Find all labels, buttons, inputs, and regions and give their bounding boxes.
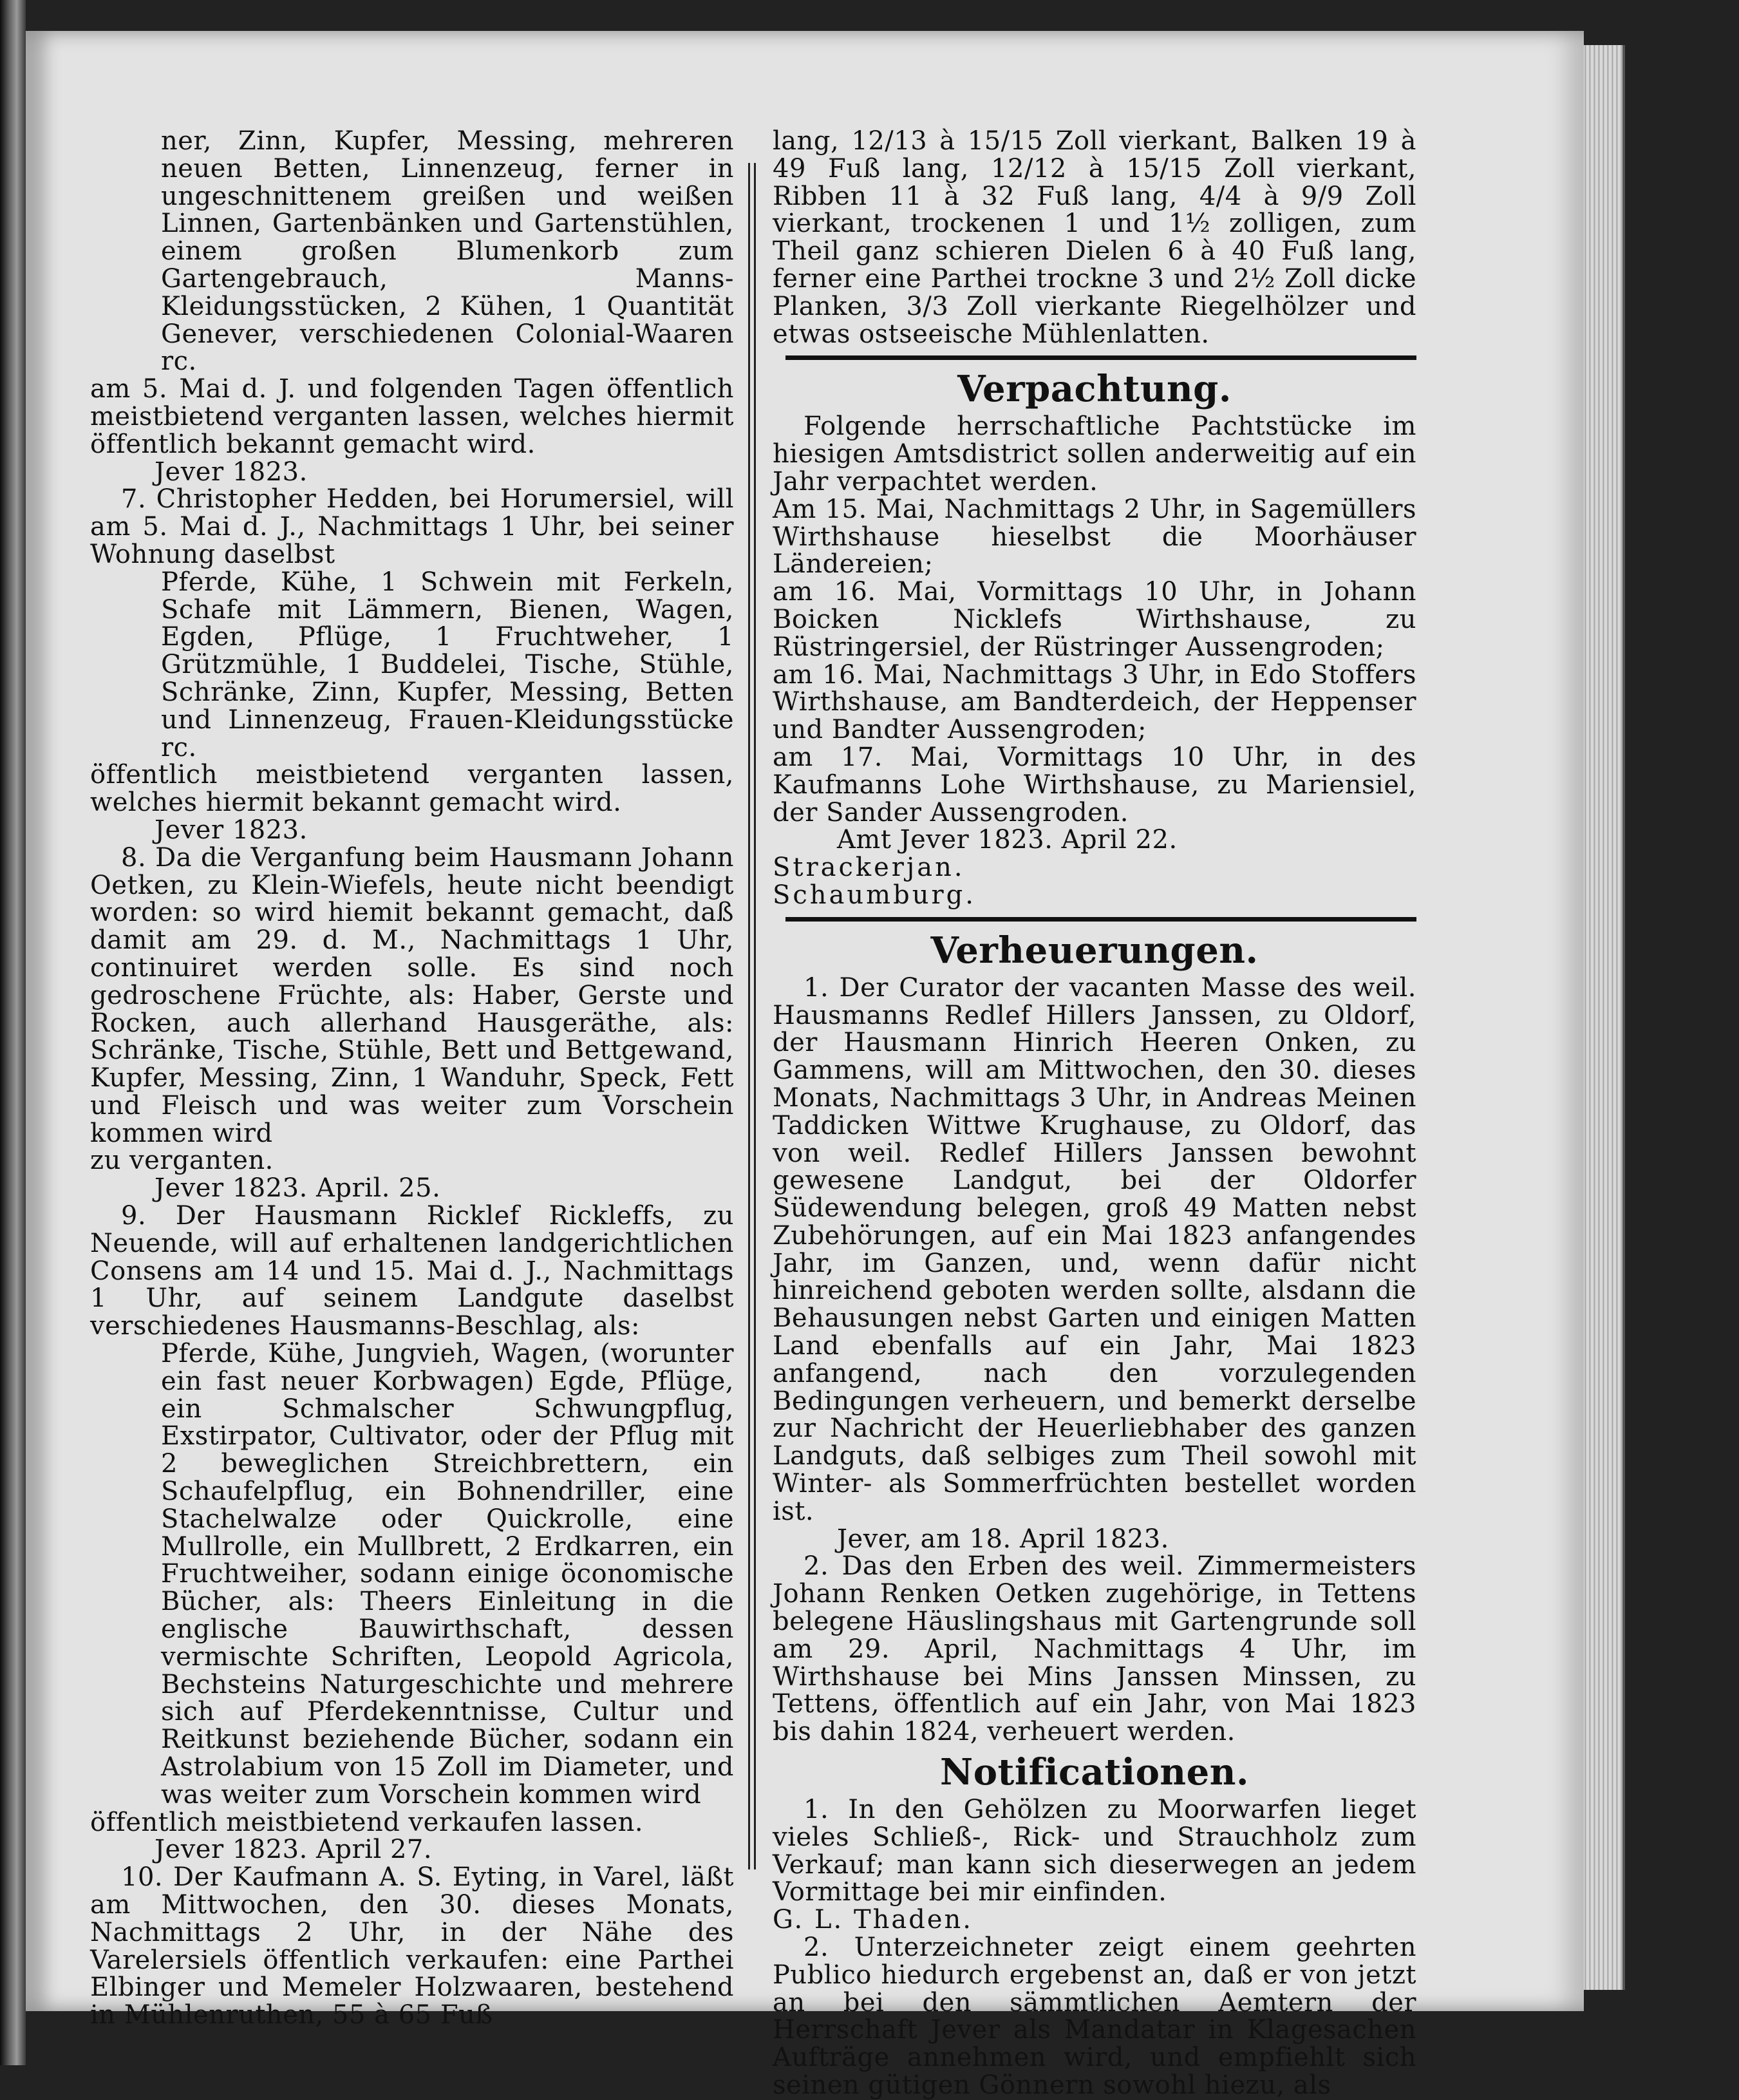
notice-10-continued: lang, 12/13 à 15/15 Zoll vierkant, Balken 19 à 49 Fuß lang, 12/12 à 15/15 Zoll vierkant, Ribben 11 à 32 Fuß lang, 4/4 à 9/9 Zoll vierkant, trockenen 1 und 1½ zolligen, zum Theil ganz schieren Dielen 6 à 40 Fuß lang, ferner eine Parthei trockne 3 und 2½ Zoll dicke Planken, 3/3 Zoll vierkante Riegelhölzer und etwas ostseeische Mühlenlatten. <box>773 126 1416 349</box>
notice-text: öffentlich meistbietend verkaufen lassen. <box>90 1807 644 1837</box>
notice-text: am 5. Mai d. J. und folgenden Tagen öffentlich meistbietend verganten lassen, welches hiermit öffentlich bekannt gemacht wird. <box>90 374 734 459</box>
section-rule <box>785 355 1416 360</box>
place-date: Jever 1823. <box>155 815 308 845</box>
place-date: Jever 1823. April 27. <box>155 1835 433 1865</box>
item-list: Pferde, Kühe, 1 Schwein mit Ferkeln, Schafe mit Lämmern, Bienen, Wagen, Egden, Pflüge, 1 Fruchtweher, 1 Grützmühle, 1 Buddelei, Tische, Stühle, Schränke, Zinn, Kupfer, Messing, Betten und Linnenzeug, Frauen-Kleidungsstücke rc. <box>161 567 734 762</box>
right-column <box>773 126 1416 2100</box>
notice-9: 9. Der Hausmann Ricklef Rickleffs, zu Neuende, will auf erhaltenen landgerichtlichen Consens am 14 und 15. Mai d. J., Nachmittags 1 Uhr, auf seinem Landgute daselbst verschiedenes Hausmanns-Beschlag, als: <box>90 1201 734 1341</box>
notice-2: 2. Das den Erben des weil. Zimmermeisters Johann Renken Oetken zugehörige, in Tettens belegene Häuslingshaus mit Gartengrunde soll am 29. April, Nachmittags 4 Uhr, im Wirthshause bei Mins Janssen Minssen, zu Tettens, öffentlich auf ein Jahr, von Mai 1823 bis dahin 1824, verheuert werden. <box>773 1551 1416 1747</box>
previous-page-edge <box>0 0 26 2065</box>
signature: Schaumburg. <box>773 880 976 910</box>
lease-entry: am 16. Mai, Vormittags 10 Uhr, in Johann Boicken Nicklefs Wirthshause, zu Rüstringersiel, der Rüstringer Aussengroden; <box>773 577 1416 662</box>
section-heading-notificationen: Notificationen. <box>940 1751 1249 1794</box>
lease-entry: am 17. Mai, Vormittags 10 Uhr, in des Kaufmanns Lohe Wirthshause, zu Mariensiel, der Sander Aussengroden. <box>773 742 1416 828</box>
notice-text: öffentlich meistbietend verganten lassen, welches hiermit bekannt gemacht wird. <box>90 760 734 818</box>
lease-entry: Am 15. Mai, Nachmittags 2 Uhr, in Sagemüllers Wirthshause hieselbst die Moorhäuser Ländereien; <box>773 494 1416 580</box>
place-date: Jever 1823. April. 25. <box>155 1173 441 1204</box>
notice-text: zu verganten. <box>90 1146 274 1176</box>
signature: G. L. Thaden. <box>773 1905 973 1935</box>
notification-2: 2. Unterzeichneter zeigt einem geehrten Publico hiedurch ergebenst an, daß er von jetzt an bei den sämmtlichen Aemtern der Herrschaft Jever als Mandatar in Klagesachen Aufträge annehmen wird, und empfiehlt sich seinen gütigen Gönnern sowohl hiezu, als <box>773 1933 1416 2100</box>
section-rule <box>785 917 1416 922</box>
item-list: Pferde, Kühe, Jungvieh, Wagen, (worunter ein fast neuer Korbwagen) Egde, Pflüge, ein Schmalscher Schwungpflug, Exstirpator, Cultivator, oder der Pflug mit 2 beweglichen Streichbrettern, ein Schaufelpflug, ein Bohnendriller, eine Stachelwalze oder Quickrolle, eine Mullrolle, ein Mullbrett, 2 Erdkarren, ein Fruchtweiher, sodann einige öconomische Bücher, als: Theers Einleitung in die englische Bauwirthschaft, dessen vermischte Schriften, Leopold Agricola, Bechsteins Naturgeschichte und mehrere sich auf Pferdekenntnisse, Cultur und Reitkunst beziehende Bücher, sodann ein Astrolabium von 15 Zoll im Diameter, und was weiter zum Vorschein kommen wird <box>161 1339 734 1810</box>
notice-text: Folgende herrschaftliche Pachtstücke im hiesigen Amtsdistrict sollen anderweitig auf ein Jahr verpachtet werden. <box>773 411 1416 497</box>
column-divider <box>748 163 756 1869</box>
lease-entry: am 16. Mai, Nachmittags 3 Uhr, in Edo Stoffers Wirthshause, am Bandterdeich, der Heppenser und Bandter Aussengroden; <box>773 659 1416 745</box>
left-column <box>90 126 734 2030</box>
notice-8: 8. Da die Verganfung beim Hausmann Johann Oetken, zu Klein-Wiefels, heute nicht beendigt worden: so wird hiemit bekannt gemacht, daß damit am 29. d. M., Nachmittags 1 Uhr, continuiret werden solle. Es sind noch gedroschene Früchte, als: Haber, Gerste und Rocken, auch allerhand Hausgeräthe, als: Schränke, Tische, Stühle, Bett und Bettgewand, Kupfer, Messing, Zinn, 1 Wanduhr, Speck, Fett und Fleisch und was weiter zum Vorschein kommen wird <box>90 842 734 1148</box>
notice-10: 10. Der Kaufmann A. S. Eyting, in Varel, läßt am Mittwochen, den 30. dieses Monats, Nachmittags 2 Uhr, in der Nähe des Varelersiels öffentlich verkaufen: eine Parthei Elbinger und Memeler Holzwaaren, bestehend in Mühlenruthen, 55 à 65 Fuß <box>90 1862 734 2030</box>
section-heading-verpachtung: Verpachtung. <box>957 368 1232 411</box>
signature: Strackerjan. <box>773 853 965 883</box>
notification-1: 1. In den Gehölzen zu Moorwarfen lieget vieles Schließ-, Rick- und Strauchholz zum Verkauf; man kann sich dieserwegen an jedem Vormittage bei mir einfinden. <box>773 1795 1416 1907</box>
section-heading-verheuerungen: Verheuerungen. <box>930 929 1259 972</box>
newspaper-page <box>26 31 1584 2100</box>
place-date: Amt Jever 1823. April 22. <box>837 825 1178 855</box>
place-date: Jever 1823. <box>155 457 308 487</box>
item-list-continued: ner, Zinn, Kupfer, Messing, mehreren neuen Betten, Linnenzeug, ferner in ungeschnittenem greißen und weißen Linnen, Gartenbänken und Gartenstühlen, einem großen Blumenkorb zum Gartengebrauch, Manns-Kleidungsstücken, 2 Kühen, 1 Quantität Genever, verschiedenen Colonial-Waaren rc. <box>161 126 734 377</box>
notice-7: 7. Christopher Hedden, bei Horumersiel, will am 5. Mai d. J., Nachmittags 1 Uhr, bei seiner Wohnung daselbst <box>90 484 734 569</box>
place-date: Jever, am 18. April 1823. <box>837 1524 1169 1554</box>
notice-1: 1. Der Curator der vacanten Masse des weil. Hausmanns Redlef Hillers Janssen, zu Oldorf, der Hausmann Hinrich Heeren Onken, zu Gammens, will am Mittwochen, den 30. dieses Monats, Nachmittags 3 Uhr, in Andreas Meinen Taddicken Wittwe Krughause, zu Oldorf, das von weil. Redlef Hillers Janssen bewohnt gewesene Landgut, bei der Oldorfer Südewendung belegen, groß 49 Matten nebst Zubehörungen, auf ein Mai 1823 anfangendes Jahr, im Ganzen, und, wenn dafür nicht hinreichend geboten werden sollte, alsdann die Behausungen nebst Garten und einigen Matten Land ebenfalls auf ein Jahr, Mai 1823 anfangend, nach den vorzulegenden Bedingungen verheuern, und bemerkt derselbe zur Nachricht der Heuerliebhaber des ganzen Landguts, daß selbiges zum Theil sowohl mit Winter- als Sommerfrüchten bestellet worden ist. <box>773 972 1416 1526</box>
